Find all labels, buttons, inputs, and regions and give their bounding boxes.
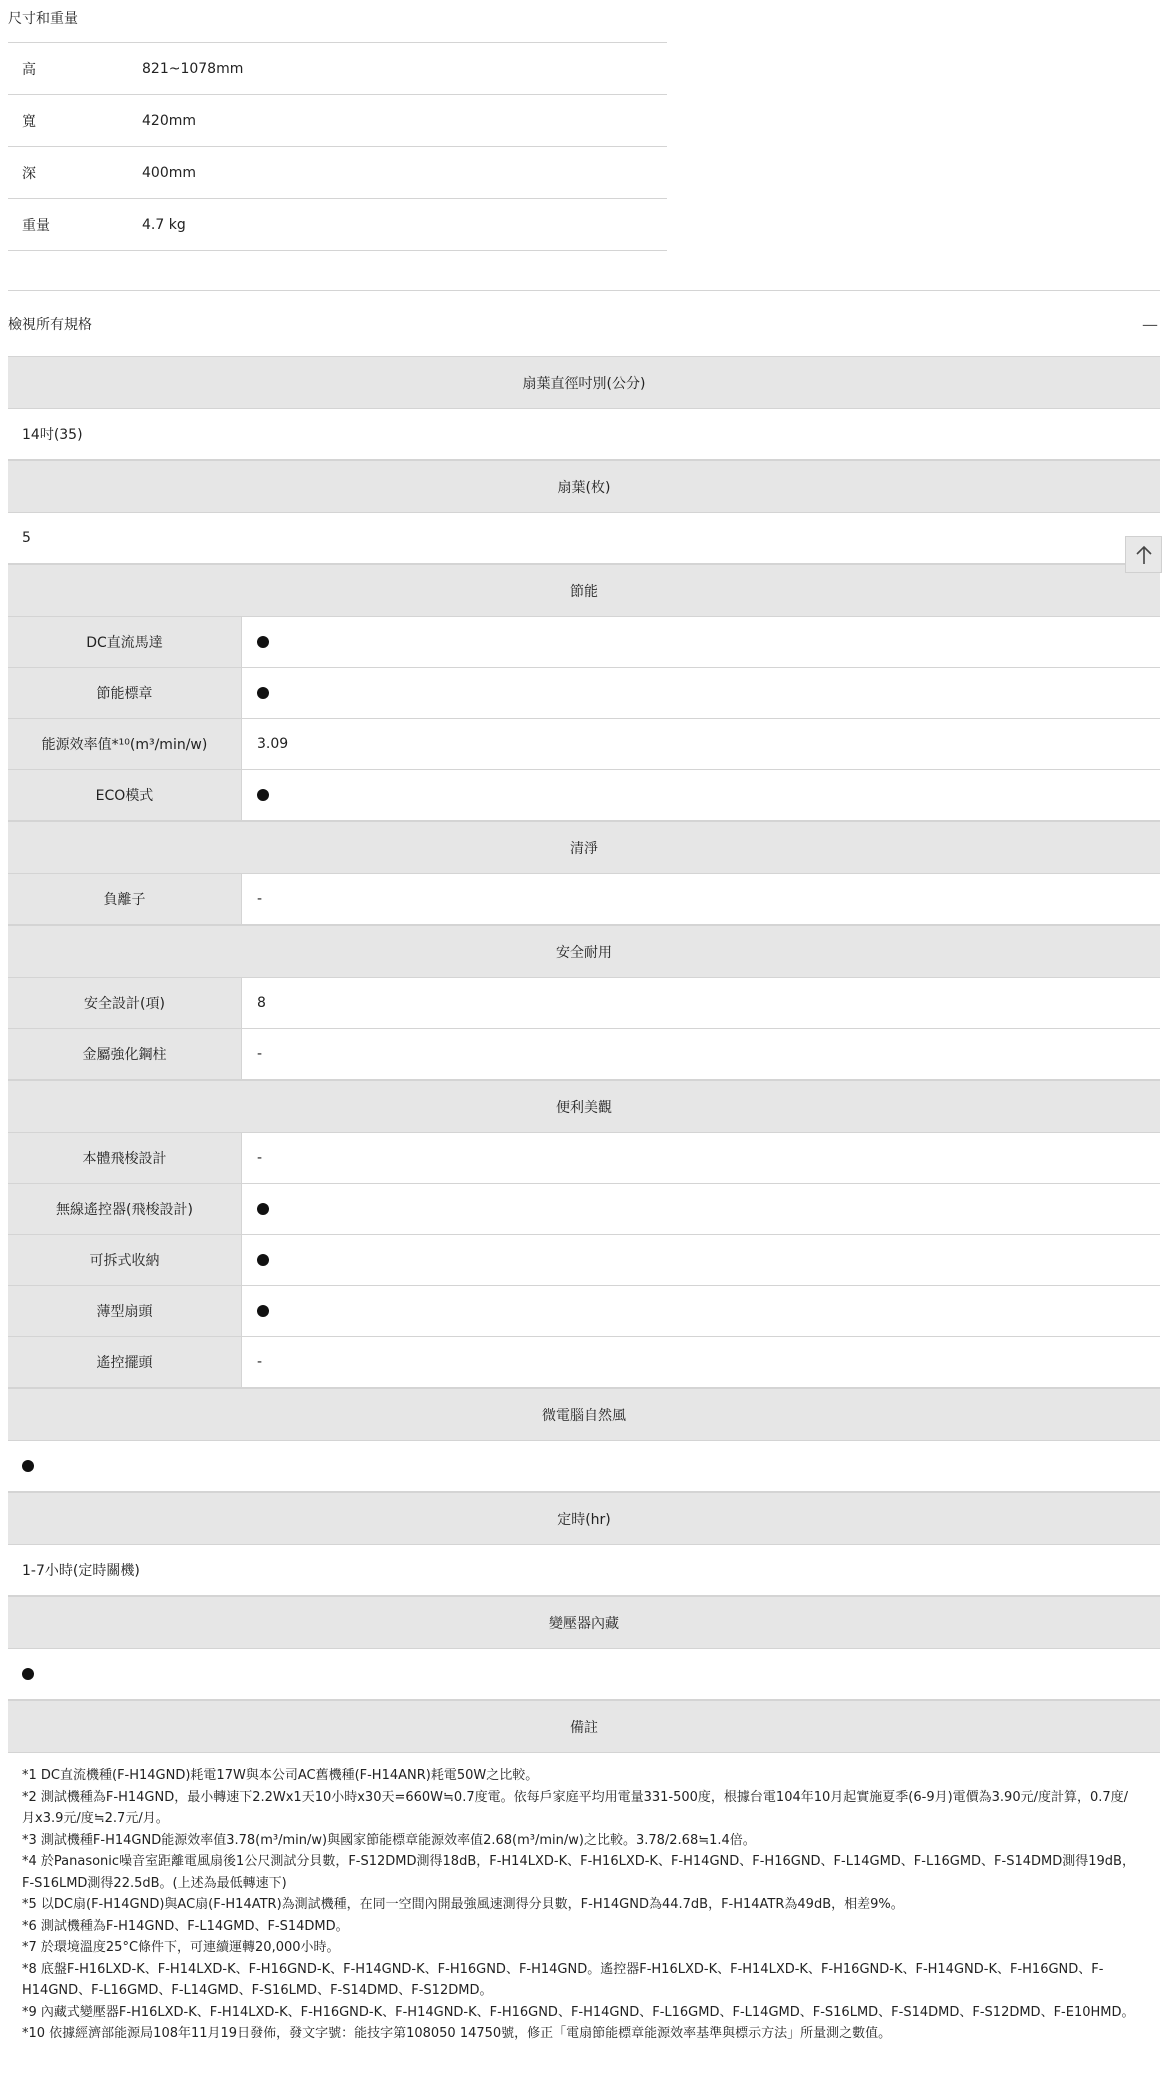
dimension-label: 寬 bbox=[22, 113, 36, 130]
spec-label: DC直流馬達 bbox=[8, 617, 242, 667]
spec-table bbox=[8, 356, 1160, 2045]
spec-row-remote-swing bbox=[8, 1337, 1160, 1388]
spec-label: ECO模式 bbox=[8, 770, 242, 820]
spec-header-label: 安全耐用 bbox=[556, 944, 612, 961]
spec-value-row bbox=[8, 1545, 1160, 1596]
spec-row-anion bbox=[8, 874, 1160, 925]
spec-label: 金屬強化鋼柱 bbox=[8, 1029, 242, 1079]
spec-label: 節能標章 bbox=[8, 668, 242, 718]
spec-row-dc-motor bbox=[8, 617, 1160, 668]
spec-header-label: 定時(hr) bbox=[557, 1511, 611, 1528]
notes-body bbox=[8, 1753, 1160, 2045]
check-dot-icon bbox=[257, 636, 269, 648]
spec-value: 1-7小時(定時關機) bbox=[22, 1563, 140, 1579]
check-dot-icon bbox=[22, 1460, 34, 1472]
spec-row-efficiency bbox=[8, 719, 1160, 770]
spec-label: 負離子 bbox=[8, 874, 242, 924]
dimension-row-depth bbox=[8, 147, 667, 199]
spec-label: 薄型扇頭 bbox=[8, 1286, 242, 1336]
spec-cell bbox=[242, 617, 1160, 667]
spec-row-eco-mode bbox=[8, 770, 1160, 821]
check-dot-icon bbox=[257, 1203, 269, 1215]
spec-header-label: 備註 bbox=[570, 1719, 598, 1736]
dimension-row-height bbox=[8, 43, 667, 95]
spec-row-wireless-remote bbox=[8, 1184, 1160, 1235]
note-line: *5 以DC扇(F-H14GND)與AC扇(F-H14ATR)為測試機種，在同一空間內開最強風速測得分貝數，F-H14GND為44.7dB，F-H14ATR為49dB，相差9%。 bbox=[22, 1897, 904, 1912]
dimension-value: 821~1078mm bbox=[142, 60, 244, 77]
spec-header-notes bbox=[8, 1700, 1160, 1753]
dimension-value: 4.7 kg bbox=[142, 216, 186, 233]
spec-label: 遙控擺頭 bbox=[8, 1337, 242, 1387]
note-line: *2 測試機種為F-H14GND，最小轉速下2.2Wx1天10小時x30天=660W≒0.7度電。依每戶家庭平均用電量331-500度，根據台電104年10月起實施夏季(6-9月)電價為3.90元/度計算，0.7度/月x3.9元/度≒2.7元/月。 bbox=[22, 1789, 1129, 1826]
spec-label: 安全設計(項) bbox=[8, 978, 242, 1028]
spec-label: 能源效率值*¹⁰(m³/min/w) bbox=[8, 719, 242, 769]
spec-value-row bbox=[8, 1441, 1160, 1492]
note-line: *9 內藏式變壓器F-H16LXD-K、F-H14LXD-K、F-H16GND-K、F-H14GND-K、F-H16GND、F-H14GND、F-L16GMD、F-L14GMD、F-S16LMD、F-S14DMD、F-S12DMD、F-E10HMD。 bbox=[22, 2004, 1135, 2020]
spec-value: - bbox=[257, 1354, 263, 1370]
spec-value-row bbox=[8, 513, 1160, 564]
spec-row-energy-label bbox=[8, 668, 1160, 719]
spec-header-clean bbox=[8, 821, 1160, 874]
dimension-row-weight bbox=[8, 199, 667, 251]
dimensions-table bbox=[8, 42, 667, 251]
spec-cell bbox=[242, 1184, 1160, 1234]
note-line: *10 依據經濟部能源局108年11月19日發佈，發文字號：能技字第108050 14750號，修正「電扇節能標章能源效率基準與標示方法」所量測之數值。 bbox=[22, 2026, 892, 2041]
note-line: *3 測試機種F-H14GND能源效率值3.78(m³/min/w)與國家節能標章能源效率值2.68(m³/min/w)之比較。3.78/2.68≒1.4倍。 bbox=[22, 1832, 756, 1848]
spec-header-safety bbox=[8, 925, 1160, 978]
spec-header-label: 變壓器內藏 bbox=[549, 1615, 619, 1632]
spec-header-blades bbox=[8, 460, 1160, 513]
dimensions-title: 尺寸和重量 bbox=[8, 11, 78, 27]
note-line: *7 於環境溫度25°C條件下，可連續運轉20,000小時。 bbox=[22, 1940, 340, 1955]
dimension-row-width bbox=[8, 95, 667, 147]
spec-header-natural-wind bbox=[8, 1388, 1160, 1441]
spec-header-energy bbox=[8, 564, 1160, 617]
dimension-label: 高 bbox=[22, 61, 36, 78]
spec-value: - bbox=[257, 1150, 263, 1166]
spec-value-row bbox=[8, 1649, 1160, 1700]
view-all-specs-toggle[interactable] bbox=[8, 290, 1160, 357]
spec-cell bbox=[242, 1235, 1160, 1285]
spec-row-shuttle-design bbox=[8, 1133, 1160, 1184]
dimension-value: 420mm bbox=[142, 112, 196, 129]
note-line: *4 於Panasonic噪音室距離電風扇後1公尺測試分貝數，F-S12DMD測得18dB，F-H14LXD-K、F-H16LXD-K、F-H14GND、F-H16GND、F-L14GMD、F-L16GMD、F-S14DMD測得19dB，F-S16LMD測得22.5dB。(上述為最低轉速下) bbox=[22, 1854, 1135, 1891]
spec-value: 5 bbox=[22, 530, 31, 546]
spec-value: 14吋(35) bbox=[22, 427, 83, 443]
minus-icon[interactable]: — bbox=[1142, 314, 1158, 334]
spec-header-timer bbox=[8, 1492, 1160, 1545]
dimension-value: 400mm bbox=[142, 164, 196, 181]
check-dot-icon bbox=[257, 789, 269, 801]
spec-header-inverter bbox=[8, 1596, 1160, 1649]
spec-row-metal-pole bbox=[8, 1029, 1160, 1080]
spec-cell bbox=[242, 770, 1160, 820]
check-dot-icon bbox=[22, 1668, 34, 1680]
spec-value-row bbox=[8, 409, 1160, 460]
spec-label: 本體飛梭設計 bbox=[8, 1133, 242, 1183]
spec-cell bbox=[242, 1286, 1160, 1336]
dimension-label: 深 bbox=[22, 165, 36, 182]
spec-header-label: 扇葉(枚) bbox=[557, 479, 611, 496]
check-dot-icon bbox=[257, 1305, 269, 1317]
note-line: *6 測試機種為F-H14GND、F-L14GMD、F-S14DMD。 bbox=[22, 1918, 349, 1934]
view-all-specs-label: 檢視所有規格 bbox=[8, 317, 92, 333]
check-dot-icon bbox=[257, 1254, 269, 1266]
spec-header-label: 微電腦自然風 bbox=[542, 1407, 626, 1424]
spec-cell bbox=[242, 668, 1160, 718]
check-dot-icon bbox=[257, 687, 269, 699]
note-line: *1 DC直流機種(F-H14GND)耗電17W與本公司AC舊機種(F-H14ANR)耗電50W之比較。 bbox=[22, 1768, 539, 1783]
spec-label: 無線遙控器(飛梭設計) bbox=[8, 1184, 242, 1234]
spec-label: 可拆式收納 bbox=[8, 1235, 242, 1285]
spec-header-convenience bbox=[8, 1080, 1160, 1133]
dimension-label: 重量 bbox=[22, 217, 50, 234]
spec-row-safety-design bbox=[8, 978, 1160, 1029]
spec-header-label: 扇葉直徑吋別(公分) bbox=[522, 375, 646, 392]
spec-value: - bbox=[257, 891, 263, 907]
spec-value: 3.09 bbox=[257, 736, 289, 752]
arrow-up-icon bbox=[1135, 545, 1153, 565]
spec-header-blade-diameter bbox=[8, 356, 1160, 409]
spec-header-label: 節能 bbox=[570, 583, 598, 600]
spec-row-detachable bbox=[8, 1235, 1160, 1286]
back-to-top-button[interactable] bbox=[1125, 536, 1162, 573]
spec-value: 8 bbox=[257, 995, 266, 1011]
spec-row-thin-head bbox=[8, 1286, 1160, 1337]
note-line: *8 底盤F-H16LXD-K、F-H14LXD-K、F-H16GND-K、F-H14GND-K、F-H16GND、F-H14GND。遙控器F-H16LXD-K、F-H14LXD-K、F-H16GND-K、F-H14GND-K、F-H16GND、F-H14GND、F-L16GMD、F-L14GMD、F-S16LMD、F-S14DMD、F-S12DMD。 bbox=[22, 1961, 1104, 1998]
spec-value: - bbox=[257, 1046, 263, 1062]
spec-header-label: 便利美觀 bbox=[556, 1099, 612, 1116]
spec-header-label: 清淨 bbox=[570, 840, 598, 857]
